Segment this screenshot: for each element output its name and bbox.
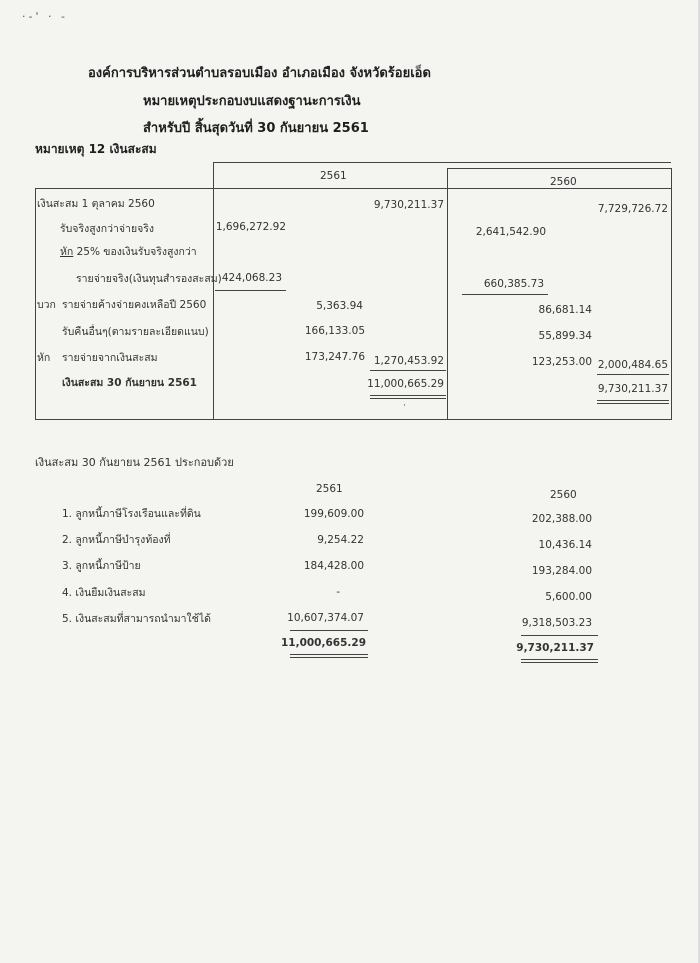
header-2560-top bbox=[447, 168, 671, 169]
comp-item-2560: 9,318,503.23 bbox=[521, 617, 592, 629]
comp-col-2561: 2561 bbox=[316, 483, 343, 495]
row-reserve-2561: 424,068.23 bbox=[221, 272, 282, 284]
col-header-2560: 2560 bbox=[550, 176, 577, 188]
col-divider-1 bbox=[213, 162, 214, 419]
row-deduct25 bbox=[60, 243, 197, 260]
row-other-income-2560: 55,899.34 bbox=[538, 330, 592, 342]
expense-2561-underline bbox=[370, 370, 446, 371]
row-expense-2560-a: 123,253.00 bbox=[531, 356, 592, 368]
row-opening-2560: 7,729,726.72 bbox=[597, 203, 668, 215]
comp-total-2561: 11,000,665.29 bbox=[280, 637, 366, 649]
comp-2561-underline bbox=[290, 630, 368, 631]
row-expense-label: รายจ่ายจากเงินสะสม bbox=[62, 352, 158, 364]
comp-item-2560: 202,388.00 bbox=[531, 513, 592, 525]
row-expense-2560-b: 2,000,484.65 bbox=[597, 359, 668, 371]
comp-item-2560: 10,436.14 bbox=[538, 539, 592, 551]
comp-2560-dbl-line-2 bbox=[521, 662, 598, 663]
col-divider-2 bbox=[447, 168, 448, 419]
row-expense-2561-b: 1,270,453.92 bbox=[373, 355, 444, 367]
comp-item-label: 5. เงินสะสมที่สามารถนำมาใช้ได้ bbox=[62, 613, 211, 625]
comp-item-2561: - bbox=[336, 586, 340, 598]
table-bottom-border bbox=[35, 419, 672, 420]
table-left-border bbox=[35, 188, 36, 419]
row-closing-2560: 9,730,211.37 bbox=[597, 383, 668, 395]
header-row-top bbox=[213, 162, 671, 163]
reserve-2560-underline bbox=[462, 294, 548, 295]
comp-2561-dbl-line-1 bbox=[290, 654, 368, 655]
col-header-2561: 2561 bbox=[320, 170, 347, 182]
comp-item-label: 4. เงินยืมเงินสะสม bbox=[62, 587, 146, 599]
comp-item-label: 1. ลูกหนี้ภาษีโรงเรือนและที่ดิน bbox=[62, 508, 201, 520]
comp-item-2561: 10,607,374.07 bbox=[287, 612, 364, 624]
report-subtitle: หมายเหตุประกอบงบแสดงฐานะการเงิน bbox=[143, 94, 361, 109]
row-closing-label: เงินสะสม 30 กันยายน 2561 bbox=[62, 377, 197, 389]
deduct-underline-word: หัก bbox=[60, 246, 74, 258]
comp-item-2561: 184,428.00 bbox=[303, 560, 364, 572]
closing-2561-dbl-line-1 bbox=[370, 395, 446, 396]
row-actual-income-2560: 2,641,542.90 bbox=[475, 226, 546, 238]
row-actual-income-label: รับจริงสูงกว่าจ่ายจริง bbox=[60, 223, 155, 235]
row-closing-2561: 11,000,665.29 bbox=[367, 378, 444, 390]
row-actual-income-2561: 1,696,272.92 bbox=[215, 221, 286, 233]
comp-item-2561: 199,609.00 bbox=[303, 508, 364, 520]
row-other-income-label: รับคืนอื่นๆ(ตามรายละเอียดแนบ) bbox=[62, 326, 209, 338]
row-reserve-2560: 660,385.73 bbox=[483, 278, 544, 290]
comp-item-2561: 9,254.22 bbox=[317, 534, 364, 546]
comp-item-label: 3. ลูกหนี้ภาษีป้าย bbox=[62, 560, 141, 572]
comp-2560-dbl-line-1 bbox=[521, 659, 598, 660]
note-title: หมายเหตุ 12 เงินสะสม bbox=[35, 142, 157, 156]
table-right-border bbox=[671, 168, 672, 420]
closing-2561-dbl-line-2 bbox=[370, 398, 446, 399]
deduct-label: 25% ของเงินรับจริงสูงกว่า bbox=[73, 246, 197, 258]
row-expense-2561-a: 173,247.76 bbox=[304, 351, 365, 363]
row-carry-2560: 86,681.14 bbox=[538, 304, 592, 316]
closing-2560-dbl-line-2 bbox=[597, 403, 669, 404]
row-carry-2561: 5,363.94 bbox=[316, 300, 363, 312]
reserve-2561-underline bbox=[215, 290, 286, 291]
comp-item-2560: 5,600.00 bbox=[545, 591, 592, 603]
comp-item-label: 2. ลูกหนี้ภาษีบำรุงท้องที่ bbox=[62, 534, 171, 546]
comp-2560-underline bbox=[521, 635, 598, 636]
comp-total-2560: 9,730,211.37 bbox=[516, 642, 594, 654]
row-opening-label: เงินสะสม 1 ตุลาคม 2560 bbox=[37, 198, 155, 210]
org-title: องค์การบริหารส่วนตำบลรอบเมือง อำเภอเมือง จังหวัดร้อยเอ็ด bbox=[88, 66, 431, 81]
row-other-income-2561: 166,133.05 bbox=[304, 325, 365, 337]
row-carry-label: รายจ่ายค้างจ่ายคงเหลือปี 2560 bbox=[62, 299, 207, 311]
table-top-border bbox=[35, 188, 671, 189]
report-period: สำหรับปี สิ้นสุดวันที่ 30 กันยายน 2561 bbox=[143, 121, 369, 136]
closing-2560-dbl-line-1 bbox=[597, 400, 669, 401]
comp-col-2560: 2560 bbox=[550, 489, 577, 501]
row-carry-prefix: บวก bbox=[37, 299, 56, 311]
row-opening-2561: 9,730,211.37 bbox=[373, 199, 444, 211]
scribble-mark: ·-' · - bbox=[22, 10, 68, 23]
row-expense-prefix: หัก bbox=[37, 352, 51, 364]
composition-title: เงินสะสม 30 กันยายน 2561 ประกอบด้วย bbox=[35, 456, 234, 469]
row-reserve-label: รายจ่ายจริง(เงินทุนสำรองสะสม) bbox=[76, 273, 222, 285]
dot-mark: · bbox=[403, 401, 406, 411]
comp-2561-dbl-line-2 bbox=[290, 657, 368, 658]
comp-item-2560: 193,284.00 bbox=[531, 565, 592, 577]
expense-2560-underline bbox=[597, 374, 669, 375]
